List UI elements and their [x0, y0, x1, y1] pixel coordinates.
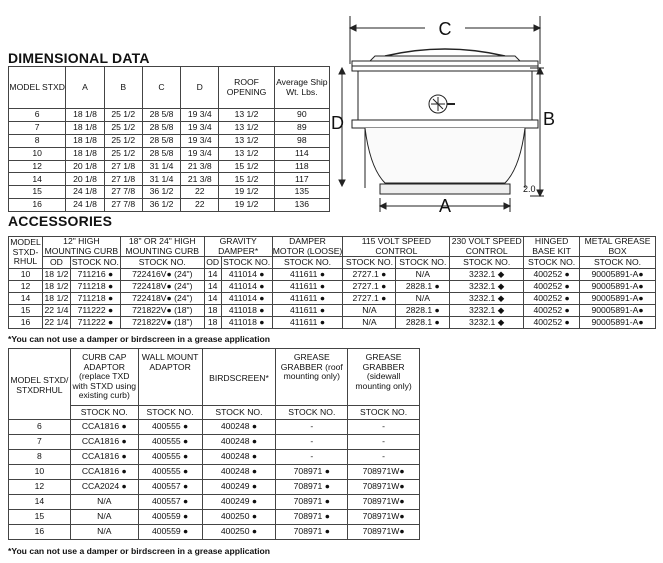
table-cell: 19 3/4 [181, 109, 219, 122]
header-gravity-damper: GRAVITY DAMPER* [204, 237, 272, 257]
table-row [9, 281, 656, 293]
fan-dimension-drawing [330, 8, 560, 213]
table-cell: 400249 ● [202, 495, 276, 510]
table-cell: 28 5/8 [142, 121, 180, 134]
table-cell: 400559 ● [138, 510, 202, 525]
table-cell: 400250 ● [202, 525, 276, 540]
table-cell: 21 3/8 [181, 160, 219, 173]
header-b: B [104, 67, 142, 109]
table-cell: 18 1/2 [42, 281, 70, 293]
grease-note-1: *You can not use a damper or birdscreen in a grease application [8, 334, 271, 344]
table-cell: 411014 ● [221, 293, 272, 305]
table-cell: 3232.1 ◆ [450, 281, 524, 293]
table-cell: 18 1/8 [66, 109, 104, 122]
subheader: STOCK NO. [202, 406, 276, 420]
header-wall-mount: WALL MOUNT ADAPTOR [138, 349, 202, 406]
table-cell: 722418V● (24") [120, 281, 204, 293]
table-cell: 15 [9, 305, 43, 317]
table-cell: 7 [9, 121, 66, 134]
subheader: OD [42, 257, 70, 269]
table-cell: 400252 ● [524, 293, 580, 305]
subheader: STOCK NO. [580, 257, 656, 269]
table-cell: CCA1816 ● [70, 465, 138, 480]
table-cell: 711216 ● [70, 269, 120, 281]
table-cell: 12 [9, 480, 71, 495]
table-row [9, 134, 330, 147]
table-cell: 25 1/2 [104, 134, 142, 147]
table-cell: 708971W● [348, 525, 420, 540]
table-cell: 708971 ● [276, 510, 348, 525]
header-model: MODEL STXD [9, 67, 66, 109]
table-row [9, 121, 330, 134]
table-cell: 411014 ● [221, 281, 272, 293]
table-row [9, 435, 420, 450]
subheader: STOCK NO. [396, 257, 450, 269]
table-cell: 14 [9, 293, 43, 305]
table-cell: 12 [9, 160, 66, 173]
table-cell: 721822V● (18") [120, 305, 204, 317]
table-cell: 400248 ● [202, 420, 276, 435]
table-cell: 708971W● [348, 480, 420, 495]
accessories-title: ACCESSORIES [8, 213, 113, 229]
header-roof-opening: ROOF OPENING [219, 67, 274, 109]
table-cell: 13 1/2 [219, 147, 274, 160]
table-cell: 3232.1 ◆ [450, 305, 524, 317]
table-cell: - [276, 420, 348, 435]
table-cell: - [276, 435, 348, 450]
table-cell: 722416V● (24") [120, 269, 204, 281]
table-cell: 18 1/2 [42, 269, 70, 281]
table-cell: 2828.1 ● [396, 305, 450, 317]
subheader: STOCK NO. [343, 257, 396, 269]
table-cell: 25 1/2 [104, 121, 142, 134]
table-cell: 19 1/2 [219, 186, 274, 199]
header-a: A [66, 67, 104, 109]
subheader: STOCK NO. [272, 257, 343, 269]
table-cell: CCA2024 ● [70, 480, 138, 495]
subheader: STOCK NO. [524, 257, 580, 269]
table-cell: 22 1/4 [42, 305, 70, 317]
table-cell: 19 3/4 [181, 134, 219, 147]
table-cell: 90 [274, 109, 329, 122]
table-cell: 27 1/8 [104, 160, 142, 173]
table-cell: 13 1/2 [219, 109, 274, 122]
table-header-row [9, 67, 330, 109]
table-cell: 15 1/2 [219, 173, 274, 186]
table-cell: 118 [274, 160, 329, 173]
subheader: STOCK NO. [71, 256, 119, 267]
table-cell: 711222 ● [70, 317, 120, 329]
table-row [9, 186, 330, 199]
table-cell: 400252 ● [524, 281, 580, 293]
table-cell: 708971 ● [276, 465, 348, 480]
table-cell: 15 [9, 186, 66, 199]
table-subheader-row [9, 406, 420, 420]
table-cell: CCA1816 ● [70, 420, 138, 435]
table-cell: 18 1/8 [66, 147, 104, 160]
grease-note-2: *You can not use a damper or birdscreen in a grease application [8, 546, 271, 556]
table-cell: 21 3/8 [181, 173, 219, 186]
label-2-0: 2.0 [523, 184, 536, 194]
table-cell: 20 1/8 [66, 173, 104, 186]
table-cell: 708971W● [348, 510, 420, 525]
table-cell: N/A [396, 293, 450, 305]
accessories-table-2 [8, 348, 420, 540]
accessories-table [8, 236, 656, 329]
table-cell: 36 1/2 [142, 186, 180, 199]
table-cell: 411014 ● [221, 269, 272, 281]
table-cell: 6 [9, 109, 66, 122]
table-cell: 721822V● (18") [120, 317, 204, 329]
table-cell: 7 [9, 435, 71, 450]
table-cell: 15 1/2 [219, 160, 274, 173]
table-row [9, 293, 656, 305]
table-cell: 411018 ● [221, 317, 272, 329]
table-row [9, 510, 420, 525]
table-header-row [9, 237, 656, 257]
table-cell: 28 5/8 [142, 109, 180, 122]
table-cell: 411611 ● [272, 269, 343, 281]
table-cell: 15 [9, 510, 71, 525]
table-cell: 25 1/2 [104, 109, 142, 122]
table-row [9, 465, 420, 480]
table-cell: 89 [274, 121, 329, 134]
table-cell: 98 [274, 134, 329, 147]
table-row [9, 305, 656, 317]
table-cell: 400252 ● [524, 305, 580, 317]
table-cell: 22 [181, 199, 219, 212]
table-cell: 14 [9, 495, 71, 510]
table-cell: 400248 ● [202, 435, 276, 450]
table-cell: 90005891-A● [580, 305, 656, 317]
table-cell: 711218 ● [70, 281, 120, 293]
table-cell: 6 [9, 420, 71, 435]
table-cell: 36 1/2 [142, 199, 180, 212]
header-model: MODEL STXD-RHUL [9, 237, 43, 269]
table-cell: 90005891-A● [580, 269, 656, 281]
table-cell: N/A [396, 269, 450, 281]
table-cell: 708971 ● [276, 480, 348, 495]
table-cell: 2727.1 ● [343, 281, 396, 293]
table-cell: 2828.1 ● [396, 281, 450, 293]
table-cell: 2828.1 ● [396, 317, 450, 329]
table-row [9, 480, 420, 495]
table-cell: 722418V● (24") [120, 293, 204, 305]
table-cell: 12 [9, 281, 43, 293]
table-cell: 19 1/2 [219, 199, 274, 212]
table-cell: 8 [9, 134, 66, 147]
table-cell: 28 5/8 [142, 147, 180, 160]
table-cell: 13 1/2 [219, 121, 274, 134]
table-row [9, 495, 420, 510]
header-d: D [181, 67, 219, 109]
table-cell: 400248 ● [202, 465, 276, 480]
table-row [9, 160, 330, 173]
table-cell: 117 [274, 173, 329, 186]
table-cell: 411611 ● [272, 281, 343, 293]
table-cell: 411611 ● [272, 317, 343, 329]
table-cell: 19 3/4 [181, 147, 219, 160]
table-cell: 25 1/2 [104, 147, 142, 160]
table-row [9, 450, 420, 465]
table-cell: 16 [9, 199, 66, 212]
subheader: OD [204, 257, 221, 269]
table-cell: 27 7/8 [104, 199, 142, 212]
header-ship-weight: Average Ship Wt. Lbs. [274, 67, 329, 109]
header-damper-motor: DAMPER MOTOR (LOOSE) [272, 236, 343, 256]
table-cell: 400557 ● [138, 480, 202, 495]
table-row [9, 420, 420, 435]
table-cell: 708971W● [348, 465, 420, 480]
table-cell: 400555 ● [138, 465, 202, 480]
table-cell: 18 1/8 [66, 134, 104, 147]
table-cell: N/A [343, 317, 396, 329]
subheader: STOCK NO. [223, 256, 271, 267]
table-cell: 400555 ● [138, 420, 202, 435]
table-cell: 14 [204, 293, 221, 305]
subheader: STOCK NO. [138, 406, 202, 420]
table-header-row [9, 349, 420, 406]
table-cell: 13 1/2 [219, 134, 274, 147]
table-cell: 400249 ● [202, 480, 276, 495]
table-row [9, 199, 330, 212]
header-12in-curb: 12" HIGH MOUNTING CURB [42, 237, 120, 257]
table-cell: N/A [343, 305, 396, 317]
table-cell: 400557 ● [138, 495, 202, 510]
header-grease-roof: GREASE GRABBER (roof mounting only) [276, 349, 348, 406]
table-cell: 3232.1 ◆ [450, 317, 524, 329]
label-d: D [331, 113, 344, 133]
header-230v-control: 230 VOLT SPEED CONTROL [451, 236, 522, 256]
table-cell: 16 [9, 317, 43, 329]
table-row [9, 317, 656, 329]
table-cell: 18 [204, 317, 221, 329]
table-cell: 14 [9, 173, 66, 186]
header-c: C [142, 67, 180, 109]
table-cell: 16 [9, 525, 71, 540]
table-cell: 400555 ● [138, 435, 202, 450]
table-cell: 14 [204, 281, 221, 293]
table-cell: 400250 ● [202, 510, 276, 525]
table-cell: 28 5/8 [142, 134, 180, 147]
table-cell: 411018 ● [221, 305, 272, 317]
table-cell: 27 7/8 [104, 186, 142, 199]
table-cell: 2727.1 ● [343, 269, 396, 281]
dimensional-data-title: DIMENSIONAL DATA [8, 50, 150, 66]
subheader: STOCK NO. [70, 406, 138, 420]
table-cell: 20 1/8 [66, 160, 104, 173]
table-row [9, 109, 330, 122]
table-cell: CCA1816 ● [70, 450, 138, 465]
table-cell: 711222 ● [70, 305, 120, 317]
table-cell: CCA1816 ● [70, 435, 138, 450]
table-row [9, 173, 330, 186]
header-grease-box: METAL GREASE BOX [580, 237, 656, 257]
table-cell: N/A [70, 510, 138, 525]
table-cell: 24 1/8 [66, 186, 104, 199]
table-cell: 3232.1 ◆ [450, 269, 524, 281]
table-cell: 708971W● [348, 495, 420, 510]
table-cell: 8 [9, 450, 71, 465]
table-cell: 22 [181, 186, 219, 199]
label-a: A [438, 196, 452, 213]
table-cell: 411611 ● [272, 305, 343, 317]
table-cell: 14 [204, 269, 221, 281]
subheader: STOCK NO. [450, 257, 524, 269]
table-cell: 27 1/8 [104, 173, 142, 186]
table-cell: 18 1/2 [42, 293, 70, 305]
header-birdscreen: BIRDSCREEN* [202, 349, 276, 406]
table-cell: 90005891-A● [580, 281, 656, 293]
table-cell: 3232.1 ◆ [450, 293, 524, 305]
table-cell: N/A [70, 525, 138, 540]
table-cell: 708971 ● [276, 525, 348, 540]
table-cell: 400252 ● [524, 317, 580, 329]
table-cell: 22 1/4 [42, 317, 70, 329]
table-cell: 10 [9, 147, 66, 160]
table-cell: 90005891-A● [580, 293, 656, 305]
table-row [9, 269, 656, 281]
table-cell: 90005891-A● [580, 317, 656, 329]
table-cell: 31 1/4 [142, 160, 180, 173]
table-subheader-row [9, 257, 656, 269]
table-cell: - [276, 450, 348, 465]
table-cell: 2727.1 ● [343, 293, 396, 305]
table-cell: 31 1/4 [142, 173, 180, 186]
table-cell: 18 [204, 305, 221, 317]
table-cell: 411611 ● [272, 293, 343, 305]
header-curb-cap: CURB CAP ADAPTOR (replace TXD with STXD using existing curb) [70, 349, 138, 406]
table-cell: 18 1/8 [66, 121, 104, 134]
dimensional-data-table [8, 66, 330, 212]
subheader: STOCK NO. [348, 406, 420, 420]
table-cell: 400559 ● [138, 525, 202, 540]
header-grease-sidewall: GREASE GRABBER (sidewall mounting only) [348, 349, 420, 406]
table-cell: - [348, 420, 420, 435]
table-cell: 10 [9, 269, 43, 281]
table-cell: - [348, 435, 420, 450]
table-cell: 400248 ● [202, 450, 276, 465]
label-b: B [543, 109, 556, 129]
table-row [9, 147, 330, 160]
table-cell: 400252 ● [524, 269, 580, 281]
table-cell: 114 [274, 147, 329, 160]
header-hinged-base: HINGED BASE KIT [524, 237, 580, 257]
table-cell: 400555 ● [138, 450, 202, 465]
header-115v-control: 115 VOLT SPEED CONTROL [343, 237, 450, 257]
table-row [9, 525, 420, 540]
table-cell: 10 [9, 465, 71, 480]
header-18-24in-curb: 18" OR 24" HIGH MOUNTING CURB [120, 237, 204, 257]
label-c: C [438, 19, 452, 39]
subheader: STOCK NO. [276, 406, 348, 420]
table-cell: 711218 ● [70, 293, 120, 305]
table-cell: 24 1/8 [66, 199, 104, 212]
table-cell: 708971 ● [276, 495, 348, 510]
table-cell: N/A [70, 495, 138, 510]
table-cell: 135 [274, 186, 329, 199]
table-cell: 19 3/4 [181, 121, 219, 134]
table-cell: - [348, 450, 420, 465]
header-model: MODEL STXD/ STXDRHUL [9, 349, 71, 420]
subheader: STOCK NO. [120, 257, 204, 269]
table-cell: 136 [274, 199, 329, 212]
